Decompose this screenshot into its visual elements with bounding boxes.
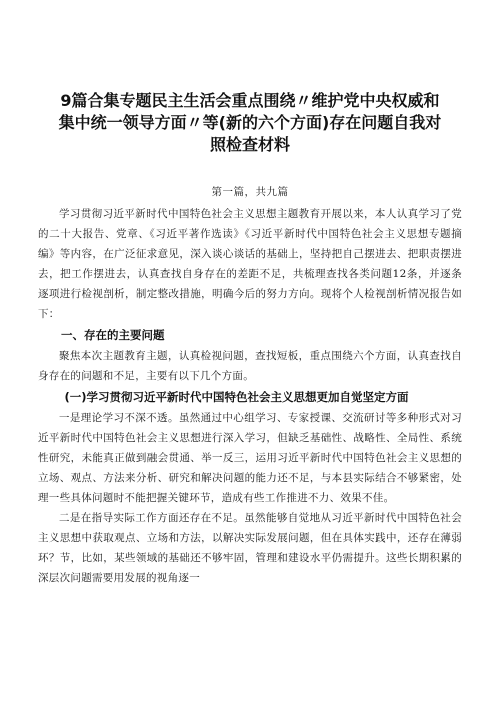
- section-heading: 一、存在的主要问题: [61, 328, 165, 342]
- body-paragraph: 一是理论学习不深不透。虽然通过中心组学习、专家授课、交流研讨等多种形式对习近平新时代中国特色社会主义思想进行深入学习，但缺乏基础性、战略性、全局性、系统性研究，未能真正做到融会贯通、举一反三，运用习近平新时代中国特色社会主义思想的立场、观点、方法来分析、研究和解决问题的能力还不足，与本县实际结合不够紧密，处理一些具体问题时不能把握关键环节，造成有些工作推进不力、效果不佳。: [38, 412, 462, 504]
- title-line: 集中统一领导方面〃等(新的六个方面)存在问题自我对: [58, 113, 442, 132]
- body-paragraph: 聚焦本次主题教育主题，认真检视问题，查找短板，重点围绕六个方面，认真查找自身存在的问题和不足，主要有以下几个方面。: [38, 350, 462, 382]
- body-paragraph: 二是在指导实际工作方面还存在不足。虽然能够自觉地从习近平新时代中国特色社会主义思想中获取观点、立场和方法，以解决实际发展问题，但在具体实践中，还存在薄弱环？节，比如，某些领域的基础还不够牢固，管理和建设水平仍需提升。这些长期积累的深层次问题需要用发展的视角逐一: [38, 512, 462, 584]
- subsection-heading: (一)学习贯彻习近平新时代中国特色社会主义思想更加自觉坚定方面: [64, 390, 409, 404]
- title-line: 照检查材料: [209, 135, 290, 154]
- body-paragraph: 学习贯彻习近平新时代中国特色社会主义思想主题教育开展以来，本人认真学习了党的二十大报告、党章、《习近平著作选读》《习近平新时代中国特色社会主义思想专题摘编》等内容，在广泛征求意见，深入谈心谈话的基础上，坚持把自己摆进去、把职责摆进去，把工作摆进去，认真查找自身存在的差距不足，共梳理查找各类问题12条，并逐条逐项进行检视剖析，制定整改措施，明确今后的努力方向。现将个人检视剖析情况报告如下：: [38, 208, 462, 320]
- document-title: [38, 0, 462, 156]
- document-subtitle: 第一篇，共九篇: [211, 186, 289, 198]
- title-line: 9篇合集专题民主生活会重点围绕〃维护党中央权威和: [60, 91, 440, 110]
